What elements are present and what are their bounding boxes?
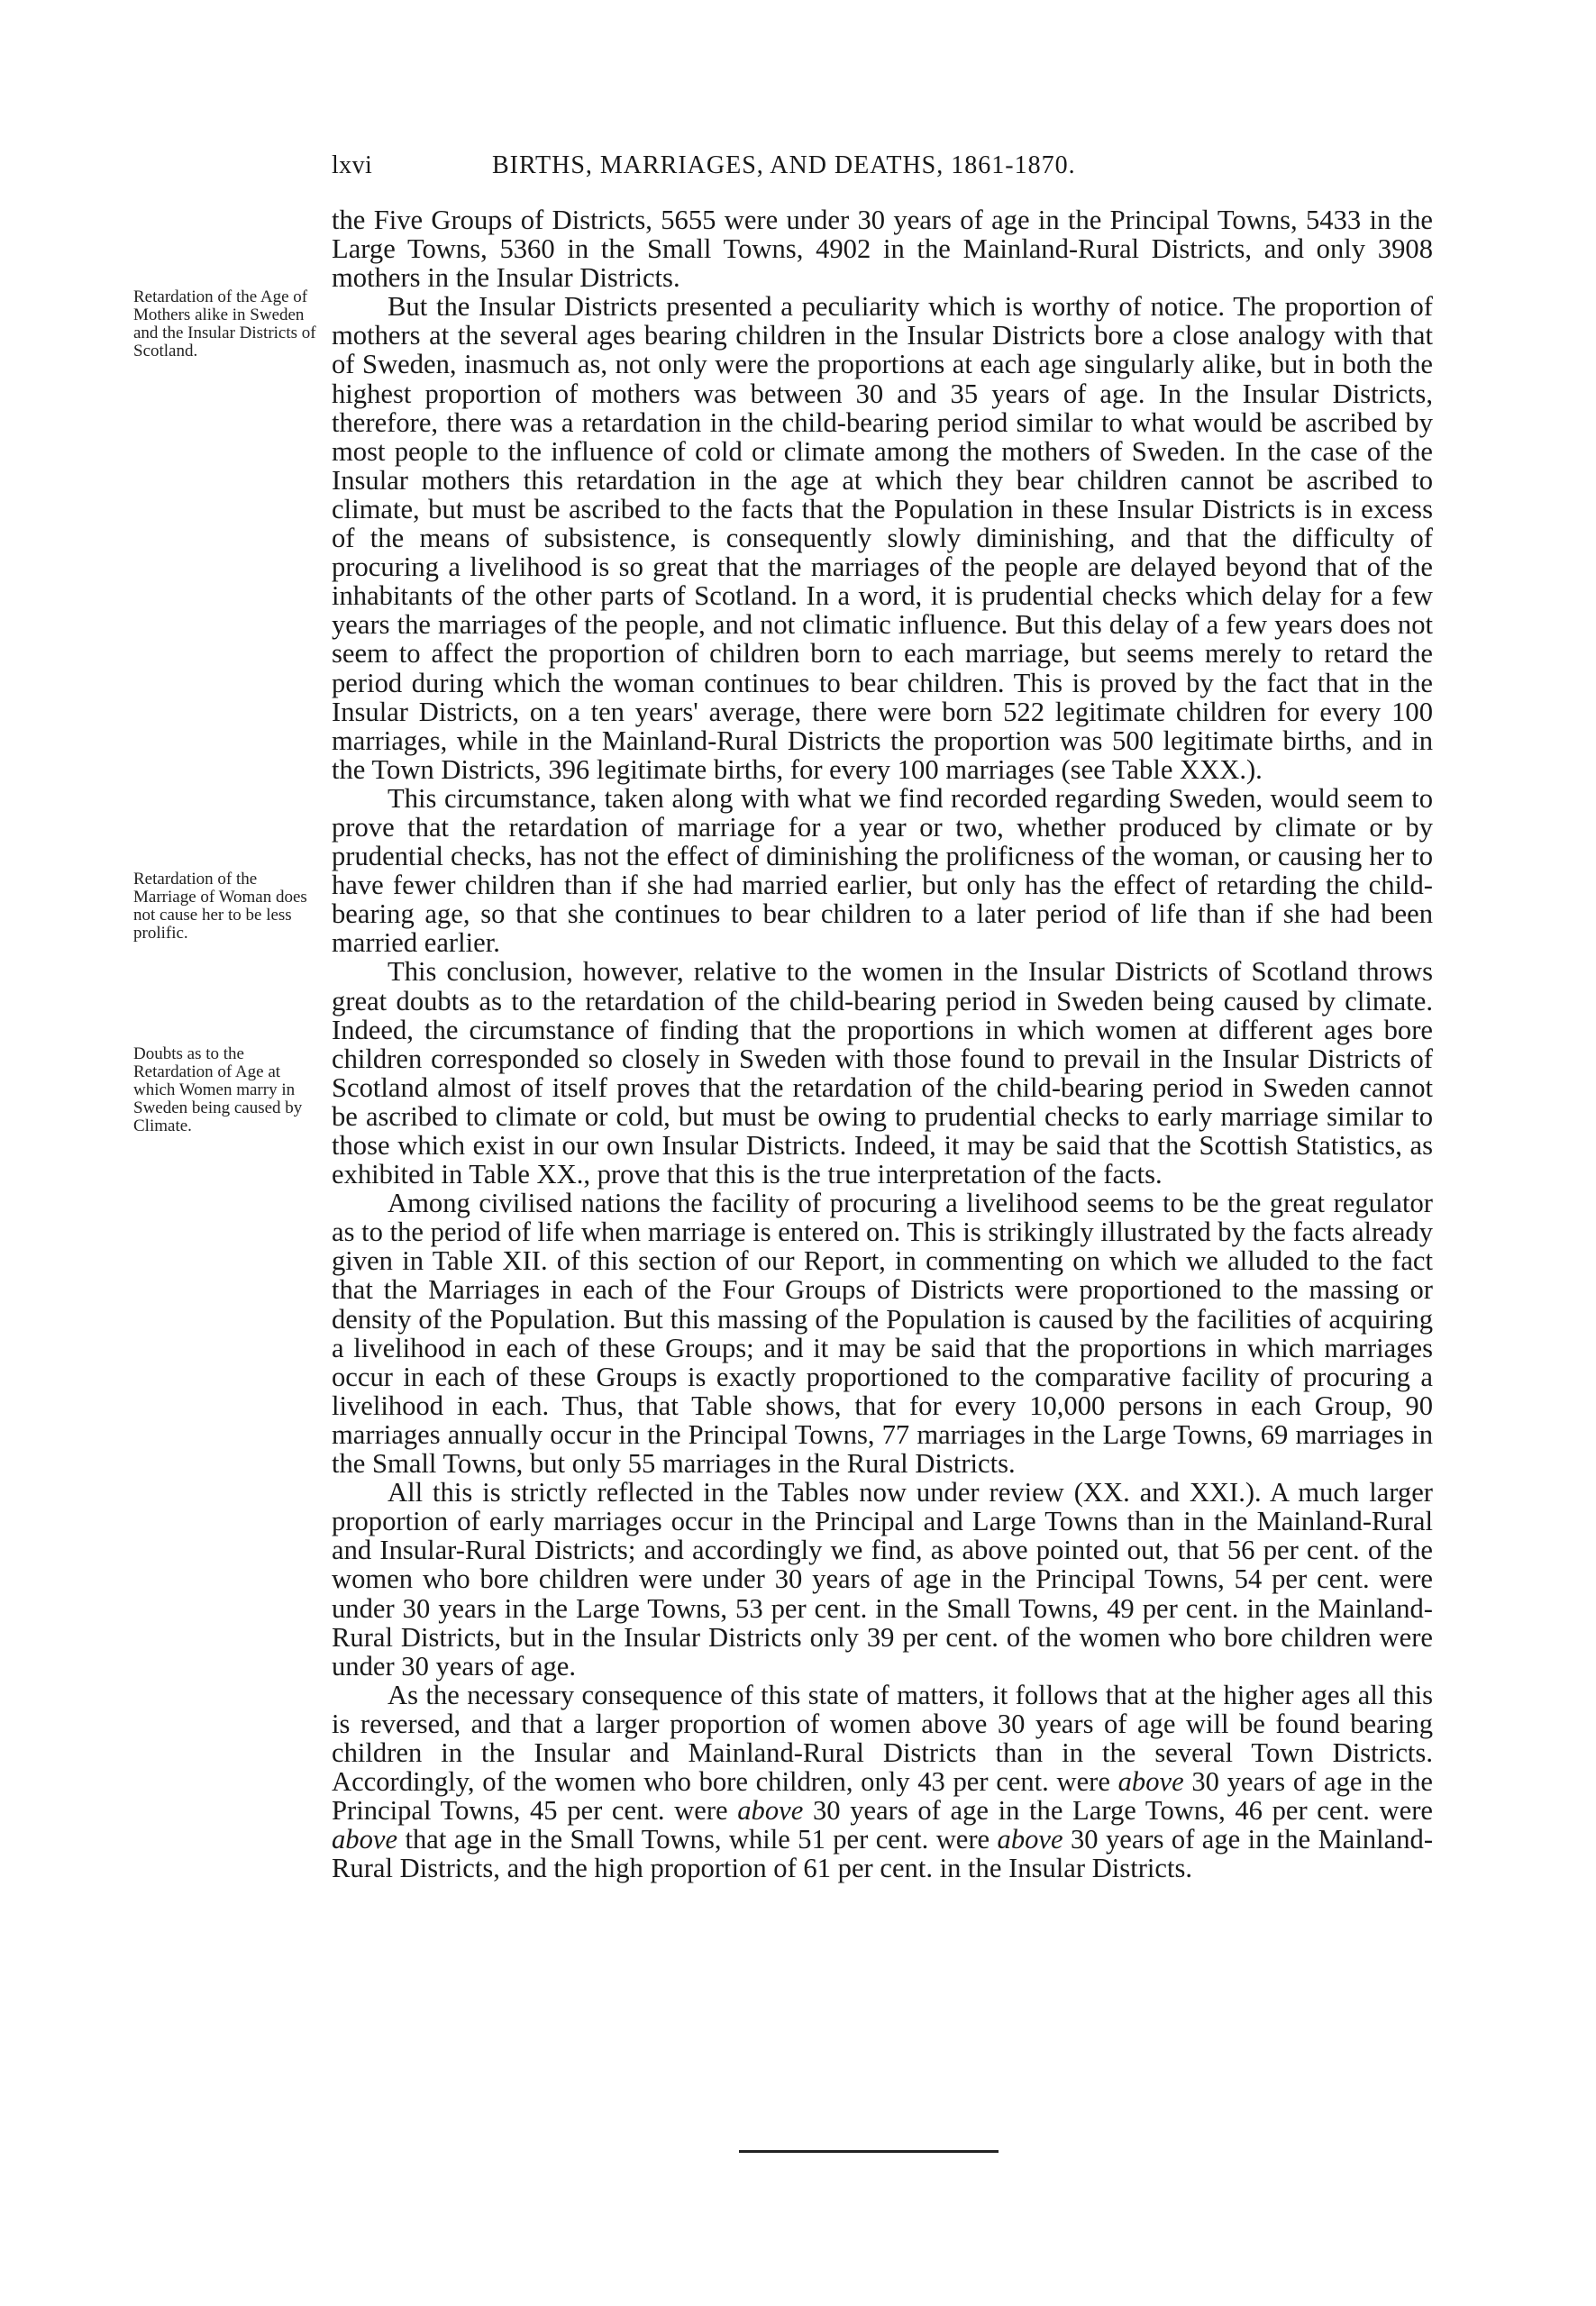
paragraph-insular-peculiarity: But the Insular Districts presented a peculiarity which is worthy of notice. The proportion of mothers at the several ages bearing children in the Insular Districts bore a close analogy with that of Sweden, inasmuch as, not only were the proportions at each age singularly alike, but in both the highest proportion of mothers was between 30 and 35 years of age. In the Insular Districts, therefore, there was a retardation in the child-bearing period similar to what would be ascribed by most people to the influence of cold or climate among the mothers of Sweden. In the case of the Insular mothers this retardation in the age at which they bear children cannot be ascribed to climate, but must be ascribed to the facts that the Population in these Insular Districts is in excess of the means of subsistence, is consequently slowly diminishing, and that the difficulty of procuring a livelihood is so great that the marriages of the people are delayed beyond that of the inhabitants of the other parts of Scotland. In a word, it is prudential checks which delay for a few years the marriages of the people, and not climatic influence. But this delay of a few years does not seem to affect the proportion of children born to each marriage, but seems merely to retard the period during which the woman continues to bear children. This is proved by the fact that in the Insular Districts, on a ten years' average, there were born 522 legitimate children for every 100 marriages, while in the Mainland-Rural Districts the proportion was 500 legitimate births, and in the Town Districts, 396 legitimate births, for every 100 marriages (see Table XXX.).	[332, 291, 1433, 785]
paragraph-tables-review: All this is strictly reflected in the Tables now under review (XX. and XXI.). A much larger proportion of early marriages occur in the Principal and Large Towns than in the Mainland-Rural and Insular-Rural Districts; and accordingly we find, as above pointed out, that 56 per cent. of the women who bore children were under 30 years of age in the Principal Towns, 54 per cent. were under 30 years in the Large Towns, 53 per cent. in the Small Towns, 49 per cent. in the Mainland-Rural Districts, but in the Insular Districts only 39 per cent. of the women who bore children were under 30 years of age.	[332, 1477, 1433, 1682]
running-title: BIRTHS, MARRIAGES, AND DEATHS, 1861-1870.	[492, 151, 1076, 179]
paragraph-conclusion-doubts: This conclusion, however, relative to the women in the Insular Districts of Scotland throws great doubts as to the retardation of the child-bearing period in Sweden being caused by climate. Indeed, the circumstance of finding that the proportions in which women at different ages bore children corresponded so closely in Sweden with those found to prevail in the Insular Districts of Scotland almost of itself proves that the retardation of the child-bearing period in Sweden cannot be ascribed to climate or cold, but must be owing to prudential checks to early marriage similar to those which exist in our own Insular Districts. Indeed, it may be said that the Scottish Statistics, as exhibited in Table XX., prove that this is the true interpretation of the facts.	[332, 956, 1433, 1190]
paragraph-continued: the Five Groups of Districts, 5655 were under 30 years of age in the Principal Towns, 5433 in the Large Towns, 5360 in the Small Towns, 4902 in the Mainland-Rural Districts, and only 3908 mothers in the Insular Districts.	[332, 205, 1433, 294]
body-text	[332, 205, 1433, 1882]
margin-note-doubts-climate: Doubts as to the Retardation of Age at which Women marry in Sweden being caused by Climate.	[133, 1044, 303, 1135]
paragraph-consequence: As the necessary consequence of this state of matters, it follows that at the higher ages all this is reversed, and that a larger proportion of women above 30 years of age will be found bearing children in the Insular and Mainland-Rural Districts than in the several Town Districts. Accordingly, of the women who bore children, only 43 per cent. were above 30 years of age in the Principal Towns, 45 per cent. were above 30 years of age in the Large Towns, 46 per cent. were above that age in the Small Towns, while 51 per cent. were above 30 years of age in the Mainland-Rural Districts, and the high proportion of 61 per cent. in the Insular Districts.	[332, 1679, 1434, 1884]
page-number: lxvi	[332, 151, 373, 179]
margin-note-not-less-prolific: Retardation of the Marriage of Woman does not cause her to be less prolific.	[133, 870, 307, 943]
margin-note-retardation-age: Retardation of the Age of Mothers alike in Sweden and the Insular Districts of Scotland.	[133, 287, 316, 360]
section-divider-rule	[739, 2150, 999, 2153]
paragraph-sweden-circumstance: This circumstance, taken along with what we find recorded regarding Sweden, would seem to prove that the retardation of marriage for a year or two, whether produced by climate or by prudential checks, has not the effect of diminishing the prolificness of the woman, or causing her to have fewer children than if she had married earlier, but only has the effect of retarding the child-bearing age, so that she continues to bear children to a later period of life than if she had been married earlier.	[332, 782, 1433, 959]
page-header	[332, 151, 1433, 191]
paragraph-civilised-nations: Among civilised nations the facility of procuring a livelihood seems to be the great regulator as to the period of life when marriage is entered on. This is strikingly illustrated by the facts already given in Table XII. of this section of our Report, in commenting on which we alluded to the fact that the Marriages in each of the Four Groups of Districts were proportioned to the massing or density of the Population. But this massing of the Population is caused by the facilities of acquiring a livelihood in each of these Groups; and it may be said that the proportions in which marriages occur in each of these Groups is exactly proportioned to the comparative facility of procuring a livelihood in each. Thus, that Table shows, that for every 10,000 persons in each Group, 90 marriages annually occur in the Principal Towns, 77 marriages in the Large Towns, 69 marriages in the Small Towns, but only 55 marriages in the Rural Districts.	[332, 1188, 1433, 1480]
